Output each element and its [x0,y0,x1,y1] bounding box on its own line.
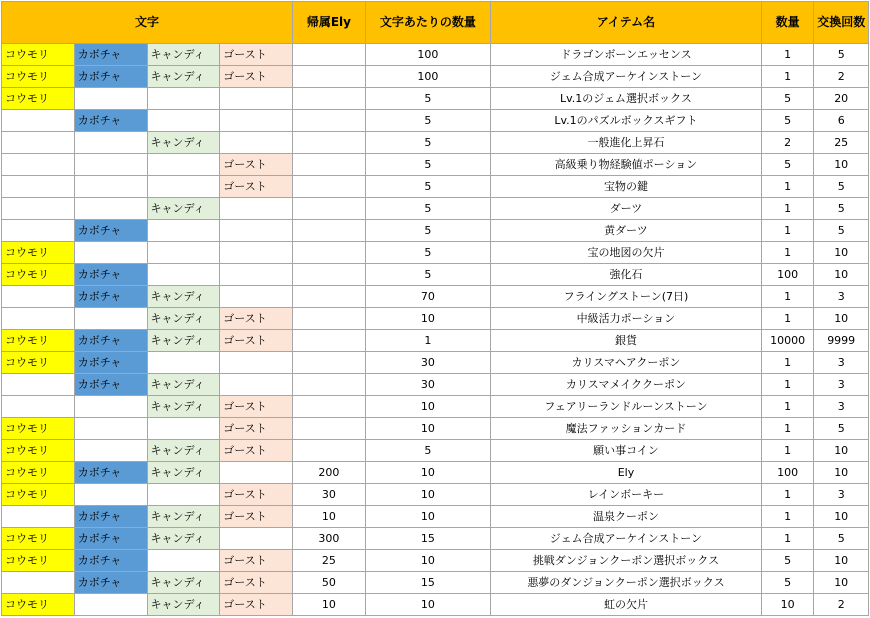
cell-exchanges: 5 [814,418,869,440]
cell-qty: 5 [761,110,814,132]
cell-qty: 1 [761,440,814,462]
cell-ghost: ゴースト [220,308,293,330]
cell-per-char: 5 [365,88,490,110]
cell-candy [147,110,220,132]
cell-exchanges: 6 [814,110,869,132]
cell-ely [293,44,366,66]
cell-qty: 1 [761,374,814,396]
cell-ghost: ゴースト [220,506,293,528]
cell-item: 中級活力ポーション [491,308,762,330]
cell-ely [293,66,366,88]
cell-ghost: ゴースト [220,396,293,418]
cell-pumpkin: カボチャ [74,264,147,286]
cell-bat: コウモリ [2,66,75,88]
cell-ely [293,374,366,396]
cell-ghost: ゴースト [220,594,293,616]
cell-ely [293,440,366,462]
cell-candy [147,220,220,242]
header-ely: 帰属Ely [293,2,366,44]
cell-item: 銀貨 [491,330,762,352]
cell-ely [293,110,366,132]
cell-qty: 5 [761,154,814,176]
cell-ghost [220,242,293,264]
cell-qty: 100 [761,264,814,286]
cell-bat [2,308,75,330]
cell-item: 高級乗り物経験値ポーション [491,154,762,176]
cell-candy [147,352,220,374]
table-row [2,330,869,352]
cell-per-char: 5 [365,176,490,198]
cell-pumpkin [74,132,147,154]
cell-item: カリスマメイククーポン [491,374,762,396]
header-qty: 数量 [761,2,814,44]
cell-exchanges: 3 [814,374,869,396]
table-row [2,264,869,286]
table-row [2,418,869,440]
table-row [2,242,869,264]
table-row [2,506,869,528]
table-row [2,176,869,198]
cell-ghost: ゴースト [220,572,293,594]
cell-per-char: 10 [365,506,490,528]
cell-qty: 5 [761,550,814,572]
cell-ghost: ゴースト [220,66,293,88]
cell-qty: 1 [761,418,814,440]
cell-bat [2,154,75,176]
cell-ghost [220,528,293,550]
table-row [2,440,869,462]
cell-ely: 200 [293,462,366,484]
cell-ghost [220,374,293,396]
cell-exchanges: 10 [814,264,869,286]
cell-ghost: ゴースト [220,550,293,572]
cell-exchanges: 10 [814,242,869,264]
cell-exchanges: 3 [814,286,869,308]
cell-exchanges: 5 [814,528,869,550]
cell-ghost [220,198,293,220]
cell-ely [293,132,366,154]
cell-bat [2,110,75,132]
cell-pumpkin [74,396,147,418]
cell-per-char: 5 [365,110,490,132]
cell-exchanges: 5 [814,44,869,66]
exchange-table [1,1,869,616]
cell-item: 悪夢のダンジョンクーポン選択ボックス [491,572,762,594]
table-row [2,594,869,616]
cell-exchanges: 10 [814,308,869,330]
cell-exchanges: 5 [814,198,869,220]
cell-bat [2,176,75,198]
cell-bat [2,506,75,528]
cell-qty: 1 [761,242,814,264]
cell-bat: コウモリ [2,462,75,484]
cell-bat: コウモリ [2,550,75,572]
cell-qty: 1 [761,44,814,66]
cell-exchanges: 20 [814,88,869,110]
cell-exchanges: 2 [814,594,869,616]
cell-bat: コウモリ [2,88,75,110]
cell-candy: キャンディ [147,374,220,396]
cell-pumpkin: カボチャ [74,462,147,484]
cell-per-char: 5 [365,132,490,154]
cell-candy: キャンディ [147,462,220,484]
cell-qty: 10000 [761,330,814,352]
table-row [2,572,869,594]
cell-ghost: ゴースト [220,330,293,352]
cell-item: フェアリーランドルーンストーン [491,396,762,418]
cell-candy [147,550,220,572]
cell-ely [293,154,366,176]
cell-ely: 10 [293,594,366,616]
cell-item: ジェム合成アーケインストーン [491,528,762,550]
cell-bat [2,396,75,418]
cell-pumpkin [74,154,147,176]
table-row [2,44,869,66]
cell-per-char: 5 [365,198,490,220]
cell-per-char: 10 [365,418,490,440]
table-row [2,308,869,330]
cell-candy: キャンディ [147,528,220,550]
cell-per-char: 5 [365,440,490,462]
table-row [2,550,869,572]
cell-ghost: ゴースト [220,154,293,176]
cell-qty: 1 [761,528,814,550]
cell-pumpkin [74,594,147,616]
cell-pumpkin: カボチャ [74,506,147,528]
cell-candy [147,154,220,176]
cell-ely [293,286,366,308]
cell-ely [293,198,366,220]
table-row [2,462,869,484]
cell-candy: キャンディ [147,572,220,594]
cell-pumpkin [74,198,147,220]
cell-qty: 1 [761,506,814,528]
cell-per-char: 15 [365,572,490,594]
cell-pumpkin: カボチャ [74,550,147,572]
cell-bat: コウモリ [2,44,75,66]
cell-exchanges: 9999 [814,330,869,352]
cell-ely: 30 [293,484,366,506]
cell-exchanges: 5 [814,176,869,198]
cell-ely [293,352,366,374]
cell-ely [293,308,366,330]
header-row [2,2,869,44]
cell-item: Lv.1のジェム選択ボックス [491,88,762,110]
cell-pumpkin: カボチャ [74,286,147,308]
cell-candy: キャンディ [147,308,220,330]
cell-bat: コウモリ [2,528,75,550]
cell-bat: コウモリ [2,352,75,374]
cell-candy: キャンディ [147,286,220,308]
table-body [2,44,869,616]
cell-exchanges: 10 [814,572,869,594]
cell-qty: 100 [761,462,814,484]
table-row [2,132,869,154]
table-row [2,484,869,506]
table-row [2,220,869,242]
cell-pumpkin: カボチャ [74,352,147,374]
cell-ghost [220,286,293,308]
cell-per-char: 1 [365,330,490,352]
cell-qty: 1 [761,66,814,88]
cell-pumpkin [74,88,147,110]
cell-pumpkin: カボチャ [74,330,147,352]
cell-bat [2,220,75,242]
cell-bat: コウモリ [2,594,75,616]
table-row [2,154,869,176]
cell-ghost [220,264,293,286]
cell-exchanges: 5 [814,220,869,242]
cell-per-char: 100 [365,44,490,66]
cell-pumpkin: カボチャ [74,220,147,242]
cell-bat [2,132,75,154]
cell-candy [147,484,220,506]
cell-bat [2,286,75,308]
header-exchanges: 交換回数 [814,2,869,44]
cell-item: 温泉クーポン [491,506,762,528]
cell-candy: キャンディ [147,506,220,528]
cell-pumpkin [74,484,147,506]
cell-qty: 1 [761,176,814,198]
cell-item: レインボーキー [491,484,762,506]
cell-qty: 1 [761,352,814,374]
cell-pumpkin: カボチャ [74,66,147,88]
cell-per-char: 10 [365,550,490,572]
cell-pumpkin: カボチャ [74,44,147,66]
cell-ely: 25 [293,550,366,572]
cell-per-char: 10 [365,484,490,506]
cell-ely: 50 [293,572,366,594]
cell-bat: コウモリ [2,484,75,506]
cell-qty: 1 [761,308,814,330]
cell-ely: 300 [293,528,366,550]
cell-per-char: 5 [365,154,490,176]
cell-ghost [220,132,293,154]
cell-item: 魔法ファッションカード [491,418,762,440]
cell-item: 願い事コイン [491,440,762,462]
cell-ghost: ゴースト [220,176,293,198]
cell-per-char: 10 [365,462,490,484]
table-row [2,528,869,550]
cell-qty: 5 [761,88,814,110]
table-row [2,88,869,110]
cell-ghost: ゴースト [220,440,293,462]
cell-pumpkin [74,176,147,198]
cell-ghost [220,110,293,132]
cell-candy: キャンディ [147,330,220,352]
cell-per-char: 15 [365,528,490,550]
cell-item: Lv.1のパズルボックスギフト [491,110,762,132]
cell-bat [2,572,75,594]
cell-ely [293,264,366,286]
header-chars: 文字 [2,2,293,44]
cell-qty: 1 [761,198,814,220]
cell-bat: コウモリ [2,242,75,264]
cell-item: Ely [491,462,762,484]
cell-ely [293,396,366,418]
cell-bat: コウモリ [2,330,75,352]
cell-ghost: ゴースト [220,484,293,506]
cell-per-char: 100 [365,66,490,88]
cell-candy: キャンディ [147,440,220,462]
cell-ghost: ゴースト [220,44,293,66]
cell-bat: コウモリ [2,440,75,462]
cell-ghost [220,352,293,374]
cell-ghost [220,88,293,110]
cell-ely [293,418,366,440]
cell-per-char: 30 [365,374,490,396]
cell-qty: 1 [761,484,814,506]
header-item: アイテム名 [491,2,762,44]
table-row [2,110,869,132]
cell-candy: キャンディ [147,594,220,616]
cell-ely [293,242,366,264]
table-row [2,198,869,220]
cell-pumpkin [74,242,147,264]
cell-pumpkin: カボチャ [74,110,147,132]
cell-ghost: ゴースト [220,418,293,440]
cell-per-char: 5 [365,264,490,286]
cell-item: 虹の欠片 [491,594,762,616]
cell-qty: 1 [761,220,814,242]
cell-item: 一般進化上昇石 [491,132,762,154]
cell-item: 黄ダーツ [491,220,762,242]
cell-bat [2,198,75,220]
table-row [2,352,869,374]
cell-pumpkin: カボチャ [74,572,147,594]
cell-exchanges: 25 [814,132,869,154]
cell-candy: キャンディ [147,198,220,220]
cell-candy: キャンディ [147,66,220,88]
cell-per-char: 70 [365,286,490,308]
cell-exchanges: 3 [814,396,869,418]
cell-pumpkin [74,440,147,462]
cell-ghost [220,220,293,242]
cell-item: 強化石 [491,264,762,286]
cell-exchanges: 3 [814,484,869,506]
cell-candy [147,242,220,264]
cell-candy: キャンディ [147,132,220,154]
cell-item: 宝の地図の欠片 [491,242,762,264]
cell-bat: コウモリ [2,418,75,440]
cell-item: カリスマヘアクーポン [491,352,762,374]
cell-item: ドラゴンボーンエッセンス [491,44,762,66]
cell-candy [147,88,220,110]
cell-exchanges: 2 [814,66,869,88]
cell-candy: キャンディ [147,44,220,66]
cell-exchanges: 10 [814,440,869,462]
cell-candy [147,264,220,286]
cell-qty: 5 [761,572,814,594]
cell-pumpkin: カボチャ [74,528,147,550]
cell-item: 挑戦ダンジョンクーポン選択ボックス [491,550,762,572]
cell-item: 宝物の鍵 [491,176,762,198]
cell-qty: 1 [761,396,814,418]
cell-bat: コウモリ [2,264,75,286]
cell-pumpkin [74,418,147,440]
cell-exchanges: 10 [814,462,869,484]
table-row [2,286,869,308]
cell-ely [293,220,366,242]
cell-exchanges: 10 [814,154,869,176]
cell-per-char: 5 [365,220,490,242]
cell-pumpkin [74,308,147,330]
cell-qty: 2 [761,132,814,154]
cell-candy: キャンディ [147,396,220,418]
cell-qty: 10 [761,594,814,616]
cell-bat [2,374,75,396]
cell-per-char: 5 [365,242,490,264]
table-row [2,396,869,418]
cell-ely [293,330,366,352]
cell-ghost [220,462,293,484]
cell-per-char: 10 [365,396,490,418]
cell-exchanges: 10 [814,506,869,528]
cell-candy [147,176,220,198]
table-row [2,374,869,396]
cell-item: ジェム合成アーケインストーン [491,66,762,88]
cell-qty: 1 [761,286,814,308]
cell-per-char: 10 [365,308,490,330]
cell-per-char: 10 [365,594,490,616]
cell-exchanges: 10 [814,550,869,572]
header-per-char: 文字あたりの数量 [365,2,490,44]
cell-ely: 10 [293,506,366,528]
cell-exchanges: 3 [814,352,869,374]
cell-per-char: 30 [365,352,490,374]
cell-candy [147,418,220,440]
cell-pumpkin: カボチャ [74,374,147,396]
cell-ely [293,88,366,110]
cell-item: ダーツ [491,198,762,220]
cell-ely [293,176,366,198]
table-row [2,66,869,88]
cell-item: フライングストーン(7日) [491,286,762,308]
